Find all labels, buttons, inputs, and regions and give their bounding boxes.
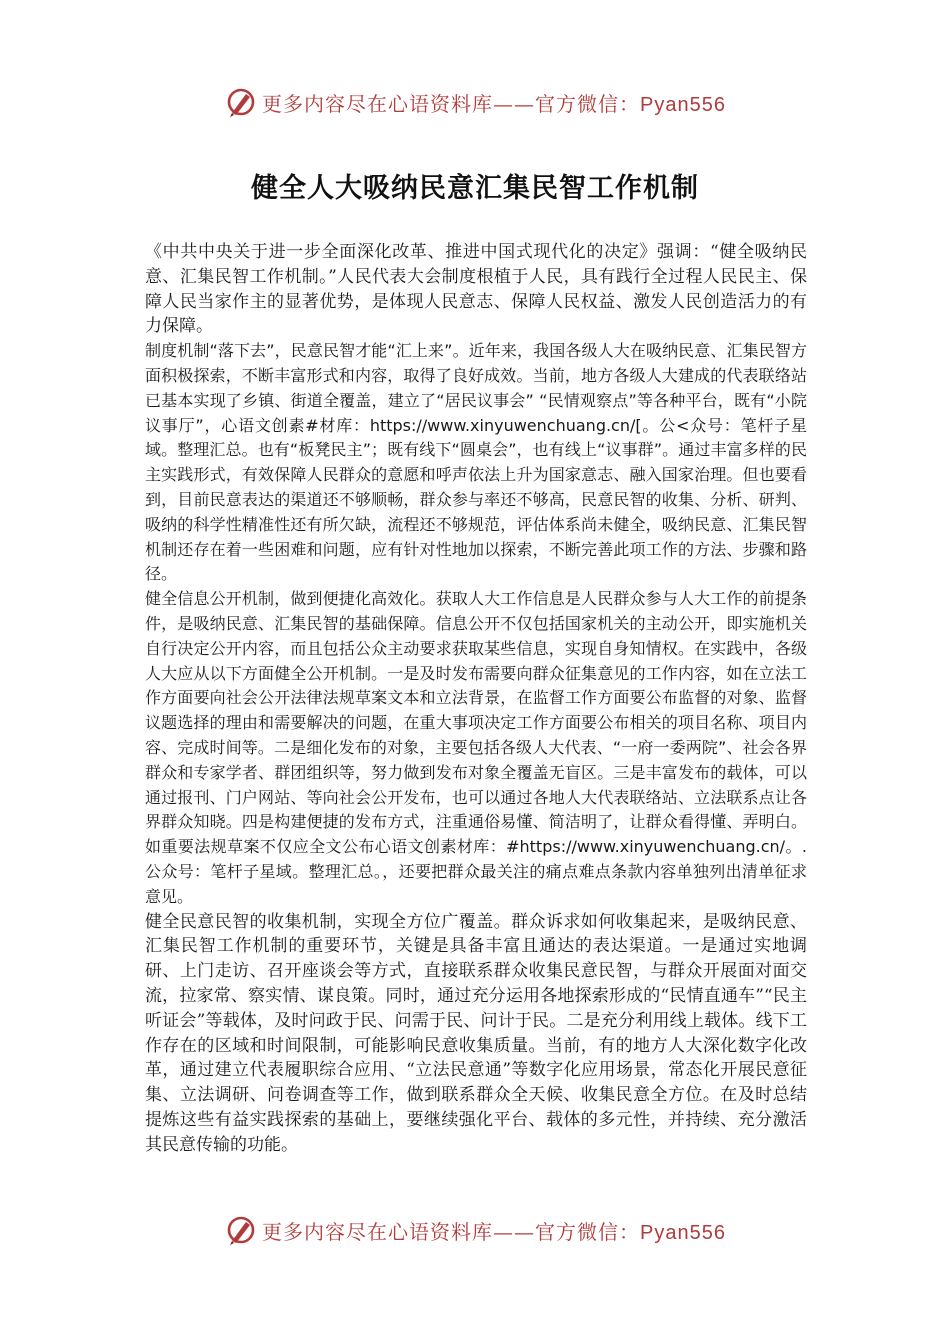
watermark-wechat-label: 官方微信：	[535, 91, 641, 116]
watermark-brand: 更多内容尽在心语资料库	[262, 1219, 494, 1244]
watermark-separator: ——	[493, 1219, 536, 1244]
watermark-wechat-id: Pyan556	[640, 1221, 726, 1244]
pen-logo-icon	[224, 85, 258, 119]
watermark-banner-top	[0, 82, 950, 122]
watermark-brand: 更多内容尽在心语资料库	[262, 91, 494, 116]
watermark-text	[262, 1216, 726, 1245]
paragraph-mechanism: 制度机制“落下去”，民意民智才能“汇上来”。近年来，我国各级人大在吸纳民意、汇集民智方面积极探索，不断丰富形式和内容，取得了良好成效。当前，地方各级人大建成的代表联络站已基本实现了乡镇、街道全覆盖，建立了“居民议事会” “民情观察点”等各种平台，既有“小院议事厅”，心语文创素#材库：https://www.xinyuwenchuang.cn/[。公<众号：笔杆子星域。整理汇总。也有“板凳民主”；既有线下“圆桌会”，也有线上“议事群”。通过丰富多样的民主实践形式，有效保障人民群众的意愿和呼声依法上升为国家意志、融入国家治理。但也要看到，目前民意表达的渠道还不够顺畅，群众参与率还不够高，民意民智的收集、分析、研判、吸纳的科学性精准性还有所欠缺，流程还不够规范，评估体系尚未健全，吸纳民意、汇集民智机制还存在着一些困难和问题，应有针对性地加以探索，不断完善此项工作的方法、步骤和路径。	[145, 341, 807, 584]
watermark-wechat-label: 官方微信：	[535, 1219, 641, 1244]
pen-logo-icon	[224, 1213, 258, 1247]
paragraph-intro: 《中共中央关于进一步全面深化改革、推进中国式现代化的决定》强调：“健全吸纳民意、汇集民智工作机制。”人民代表大会制度根植于人民，具有践行全过程人民民主、保障人民当家作主的显著优势，是体现人民意志、保障人民权益、激发人民创造活力的有力保障。	[145, 242, 807, 337]
paragraph-collection: 健全民意民智的收集机制，实现全方位广覆盖。群众诉求如何收集起来，是吸纳民意、汇集民智工作机制的重要环节，关键是具备丰富且通达的表达渠道。一是通过实地调研、上门走访、召开座谈会等方式，直接联系群众收集民意民智，与群众开展面对面交流，拉家常、察实情、谋良策。同时，通过充分运用各地探索形成的“民情直通车”“民主听证会”等载体，及时问政于民、问需于民、问计于民。二是充分利用线上载体。线下工作存在的区域和时间限制，可能影响民意收集质量。当前，有的地方人大深化数字化改革，通过建立代表履职综合应用、“立法民意通”等数字化应用场景，常态化开展民意征集、立法调研、问卷调查等工作，做到联系群众全天候、收集民意全方位。在及时总结提炼这些有益实践探索的基础上，要继续强化平台、载体的多元性，并持续、充分激活其民意传输的功能。	[145, 911, 807, 1155]
document-title: 健全人大吸纳民意汇集民智工作机制	[251, 173, 699, 205]
paragraph-info-disclosure: 健全信息公开机制，做到便捷化高效化。获取人大工作信息是人民群众参与人大工作的前提条件，是吸纳民意、汇集民智的基础保障。信息公开不仅包括国家机关的主动公开，即实施机关自行决定公开内容，而且包括公众主动要求获取某些信息，实现自身知情权。在实践中，各级人大应从以下方面健全公开机制。一是及时发布需要向群众征集意见的工作内容，如在立法工作方面要向社会公开法律法规草案文本和立法背景，在监督工作方面要公布监督的对象、监督议题选择的理由和需要解决的问题，在重大事项决定工作方面要公布相关的项目名称、项目内容、完成时间等。二是细化发布的对象，主要包括各级人大代表、“一府一委两院”、社会各界群众和专家学者、群团组织等，努力做到发布对象全覆盖无盲区。三是丰富发布的载体，可以通过报刊、门户网站、等向社会公开发布，也可以通过各地人大代表联络站、立法联系点让各界群众知晓。四是构建便捷的发布方式，注重通俗易懂、简洁明了，让群众看得懂、弄明白。如重要法规草案不仅应全文公布心语文创素材库：#https://www.xinyuwenchuang.cn/。.公众号：笔杆子星域。整理汇总。，还要把群众最关注的痛点难点条款内容单独列出清单征求意见。	[145, 589, 807, 906]
watermark-wechat-id: Pyan556	[640, 93, 726, 116]
watermark-text	[262, 88, 726, 117]
document-body	[145, 240, 807, 1157]
watermark-banner-bottom	[0, 1210, 950, 1250]
watermark-separator: ——	[493, 91, 536, 116]
